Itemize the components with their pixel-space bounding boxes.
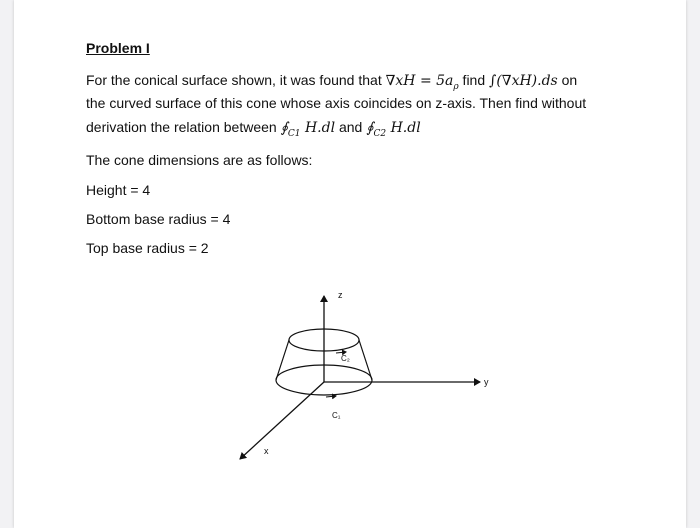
contour-integral-c2: $∮_{C2}$ H.dl — [366, 120, 421, 139]
text-segment: derivation the relation between — [86, 119, 281, 135]
x-axis — [240, 382, 324, 459]
c1-direction-arrow — [326, 396, 336, 397]
text-segment: For the conical surface shown, it was found that — [86, 72, 386, 88]
curl-formula: $\nabla xH = 5a_\rho$ — [385, 73, 459, 92]
text-segment: and — [335, 119, 367, 135]
c2-direction-arrow — [336, 352, 346, 353]
z-axis-label: z — [338, 290, 343, 300]
x-axis-label: x — [264, 446, 269, 456]
surface-integral: ∫(∇xH).ds — [489, 73, 558, 89]
text-segment: on — [557, 72, 578, 88]
dims-intro: The cone dimensions are as follows: — [86, 152, 313, 168]
c2-label: C₂ — [341, 354, 350, 363]
contour-integral-c1: $∮_{C1}$ H.dl — [280, 120, 336, 139]
cone-side-left — [276, 340, 289, 380]
y-axis-label: y — [484, 377, 489, 387]
text-segment: find — [458, 72, 490, 88]
dim-bottom-radius: Bottom base radius = 4 — [86, 211, 231, 227]
problem-title: Problem I — [86, 40, 150, 56]
dim-top-radius: Top base radius = 2 — [86, 240, 209, 256]
problem-line-2: the curved surface of this cone whose axis coincides on z-axis. Then find without — [86, 95, 587, 111]
cone-side-right — [359, 340, 372, 380]
dim-height: Height = 4 — [86, 182, 151, 198]
c1-label: C₁ — [332, 411, 341, 420]
